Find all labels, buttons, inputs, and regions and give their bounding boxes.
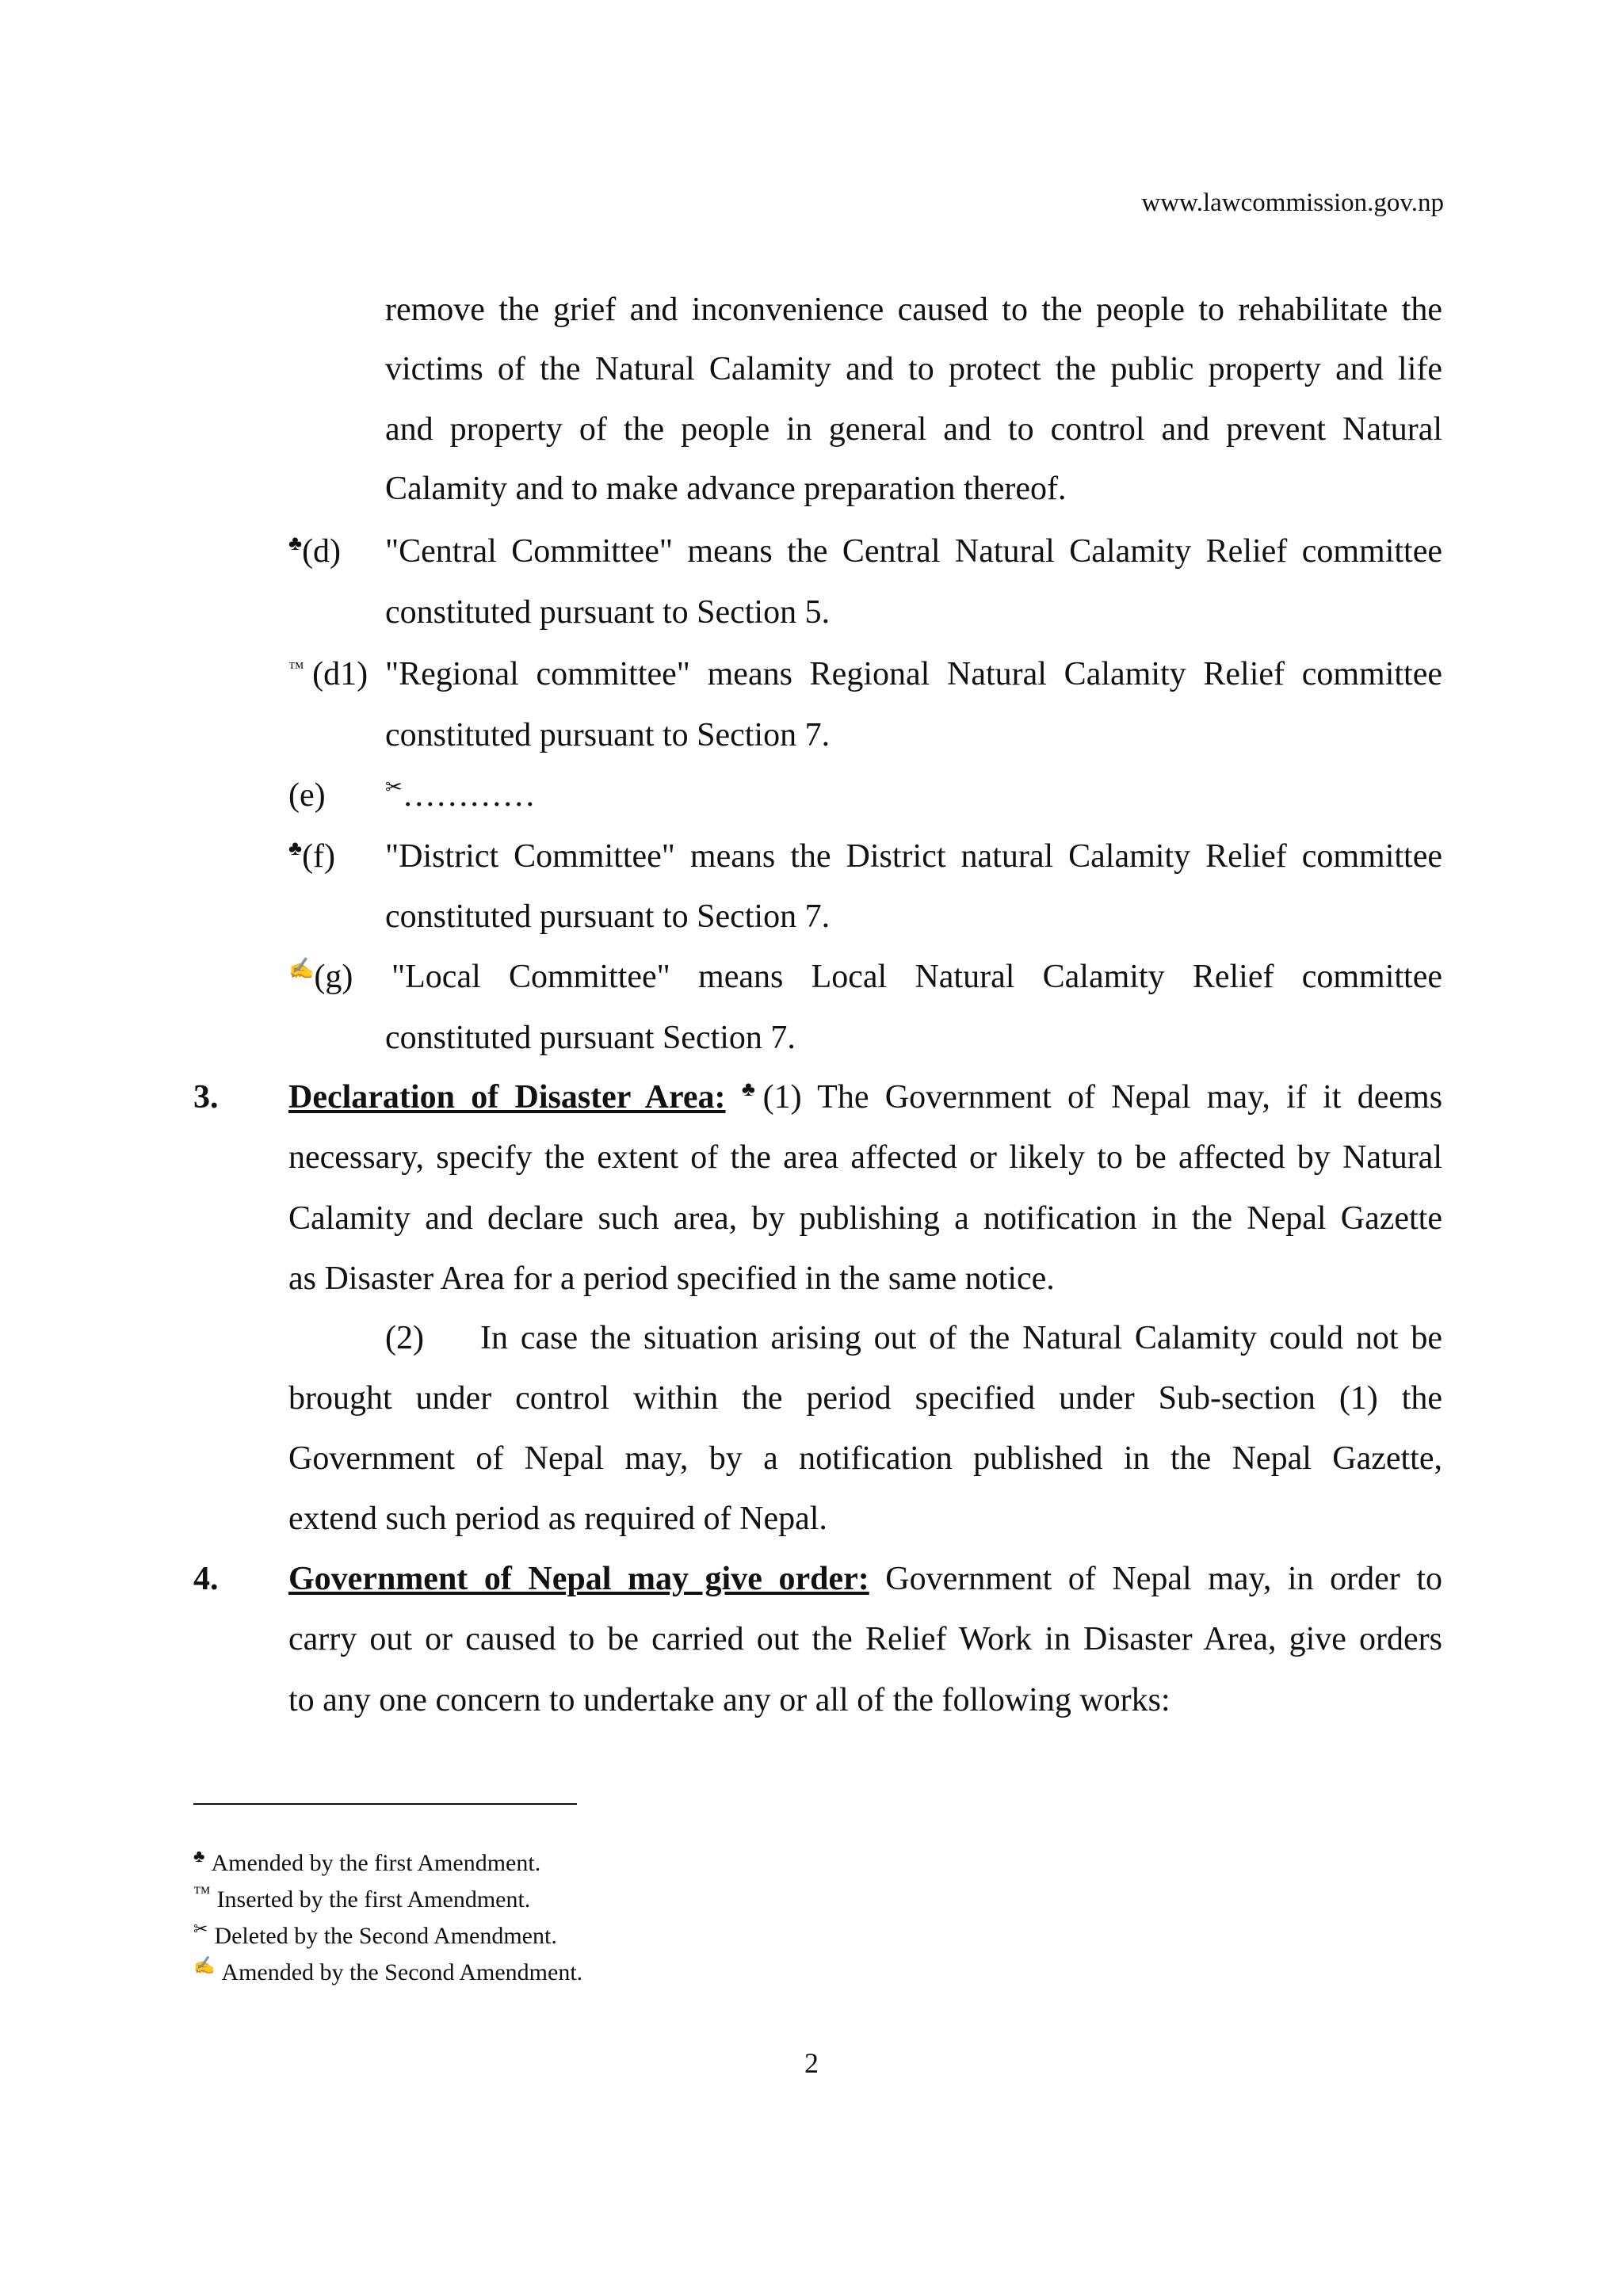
clause-d1-label: (d1) (312, 656, 369, 692)
footnote (193, 1957, 582, 1989)
footnote-text: Inserted by the first Amendment. (216, 1886, 531, 1913)
clause-g-line: constituted pursuant Section 7. (385, 1020, 796, 1056)
intro-line: remove the grief and inconvenience caused to the people to rehabilitate the (385, 292, 1442, 328)
footnote (193, 1884, 530, 1916)
section-3-sub2-line: In case the situation arising out of the Natural Calamity could not be (480, 1320, 1442, 1356)
section-4-line: carry out or caused to be carried out the Relief Work in Disaster Area, give orders (288, 1621, 1442, 1657)
section-3-line: necessary, specify the extent of the area affected or likely to be affected by Natural (288, 1139, 1442, 1176)
footnote-text: Amended by the Second Amendment. (221, 1959, 583, 1985)
trademark-icon: ™ (193, 1882, 211, 1902)
clause-d1-line: "Regional committee" means Regional Natural Calamity Relief committee (385, 656, 1442, 692)
clause-f-line: constituted pursuant to Section 7. (385, 898, 831, 935)
clause-e-line (385, 776, 536, 815)
clause-g-line: "Local Committee" means Local Natural Calamity Relief committee (391, 959, 1442, 995)
section-4-heading: Government of Nepal may give order: (288, 1561, 869, 1597)
clause-g-label: (g) (314, 959, 353, 995)
footnote (193, 1920, 557, 1952)
section-3-heading: Declaration of Disaster Area: (288, 1079, 726, 1116)
club-icon: ♣ (288, 837, 303, 860)
section-4-number: 4. (193, 1561, 219, 1597)
intro-line: victims of the Natural Calamity and to protect the public property and life (385, 351, 1442, 387)
footnote-text: Amended by the first Amendment. (211, 1850, 541, 1876)
writing-hand-icon: ✍ (288, 957, 315, 980)
writing-hand-icon: ✍ (193, 1955, 216, 1975)
footnote-divider (193, 1803, 577, 1805)
trademark-icon: ™ (288, 659, 304, 677)
clause-d1-line: constituted pursuant to Section 7. (385, 717, 831, 753)
club-icon: ♣ (193, 1846, 205, 1866)
section-3-line: Calamity and declare such area, by publishing a notification in the Nepal Gazette (288, 1200, 1442, 1237)
section-4-first-rest: Government of Nepal may, in order to (885, 1561, 1442, 1597)
section-4-line: to any one concern to undertake any or all of the following works: (288, 1682, 1170, 1718)
section-3-sub2-line: brought under control within the period specified under Sub-section (1) the (288, 1380, 1442, 1417)
header-url: www.lawcommission.gov.np (1141, 189, 1444, 217)
clause-f-marker (288, 837, 335, 876)
footnote (193, 1848, 540, 1879)
scissors-icon: ✂ (193, 1919, 208, 1939)
intro-line: and property of the people in general and to control and prevent Natural (385, 411, 1442, 448)
club-icon: ♣ (741, 1077, 763, 1100)
clause-f-line: "District Committee" means the District natural Calamity Relief committee (385, 838, 1442, 875)
section-3-number: 3. (193, 1079, 219, 1116)
club-icon: ♣ (288, 532, 303, 555)
intro-line: Calamity and to make advance preparation thereof. (385, 471, 1067, 507)
section-3-sub2-line: extend such period as required of Nepal. (288, 1501, 827, 1537)
clause-d-label: (d) (302, 533, 342, 570)
section-3-sub1-start: (1) The Government of Nepal may, if it deems (762, 1079, 1443, 1116)
scissors-icon: ✂ (385, 776, 403, 799)
clause-d-line: "Central Committee" means the Central Natural Calamity Relief committee (385, 533, 1442, 570)
section-3-sub2-line: Government of Nepal may, by a notification published in the Nepal Gazette, (288, 1440, 1442, 1477)
footnote-text: Deleted by the Second Amendment. (214, 1923, 557, 1949)
clause-d1-marker (288, 654, 368, 694)
clause-e-label: (e) (288, 777, 326, 814)
section-4-first-line (288, 1559, 1442, 1599)
section-3-line: as Disaster Area for a period specified in the same notice. (288, 1261, 1055, 1297)
clause-d-marker (288, 532, 341, 571)
section-3-first-line (288, 1077, 1442, 1117)
clause-d-line: constituted pursuant to Section 5. (385, 594, 831, 631)
clause-g-marker (288, 957, 353, 997)
clause-f-label: (f) (302, 838, 336, 875)
section-3-sub2-label: (2) (385, 1320, 424, 1356)
page-number: 2 (804, 2047, 819, 2079)
clause-e-text: ………… (402, 777, 536, 814)
